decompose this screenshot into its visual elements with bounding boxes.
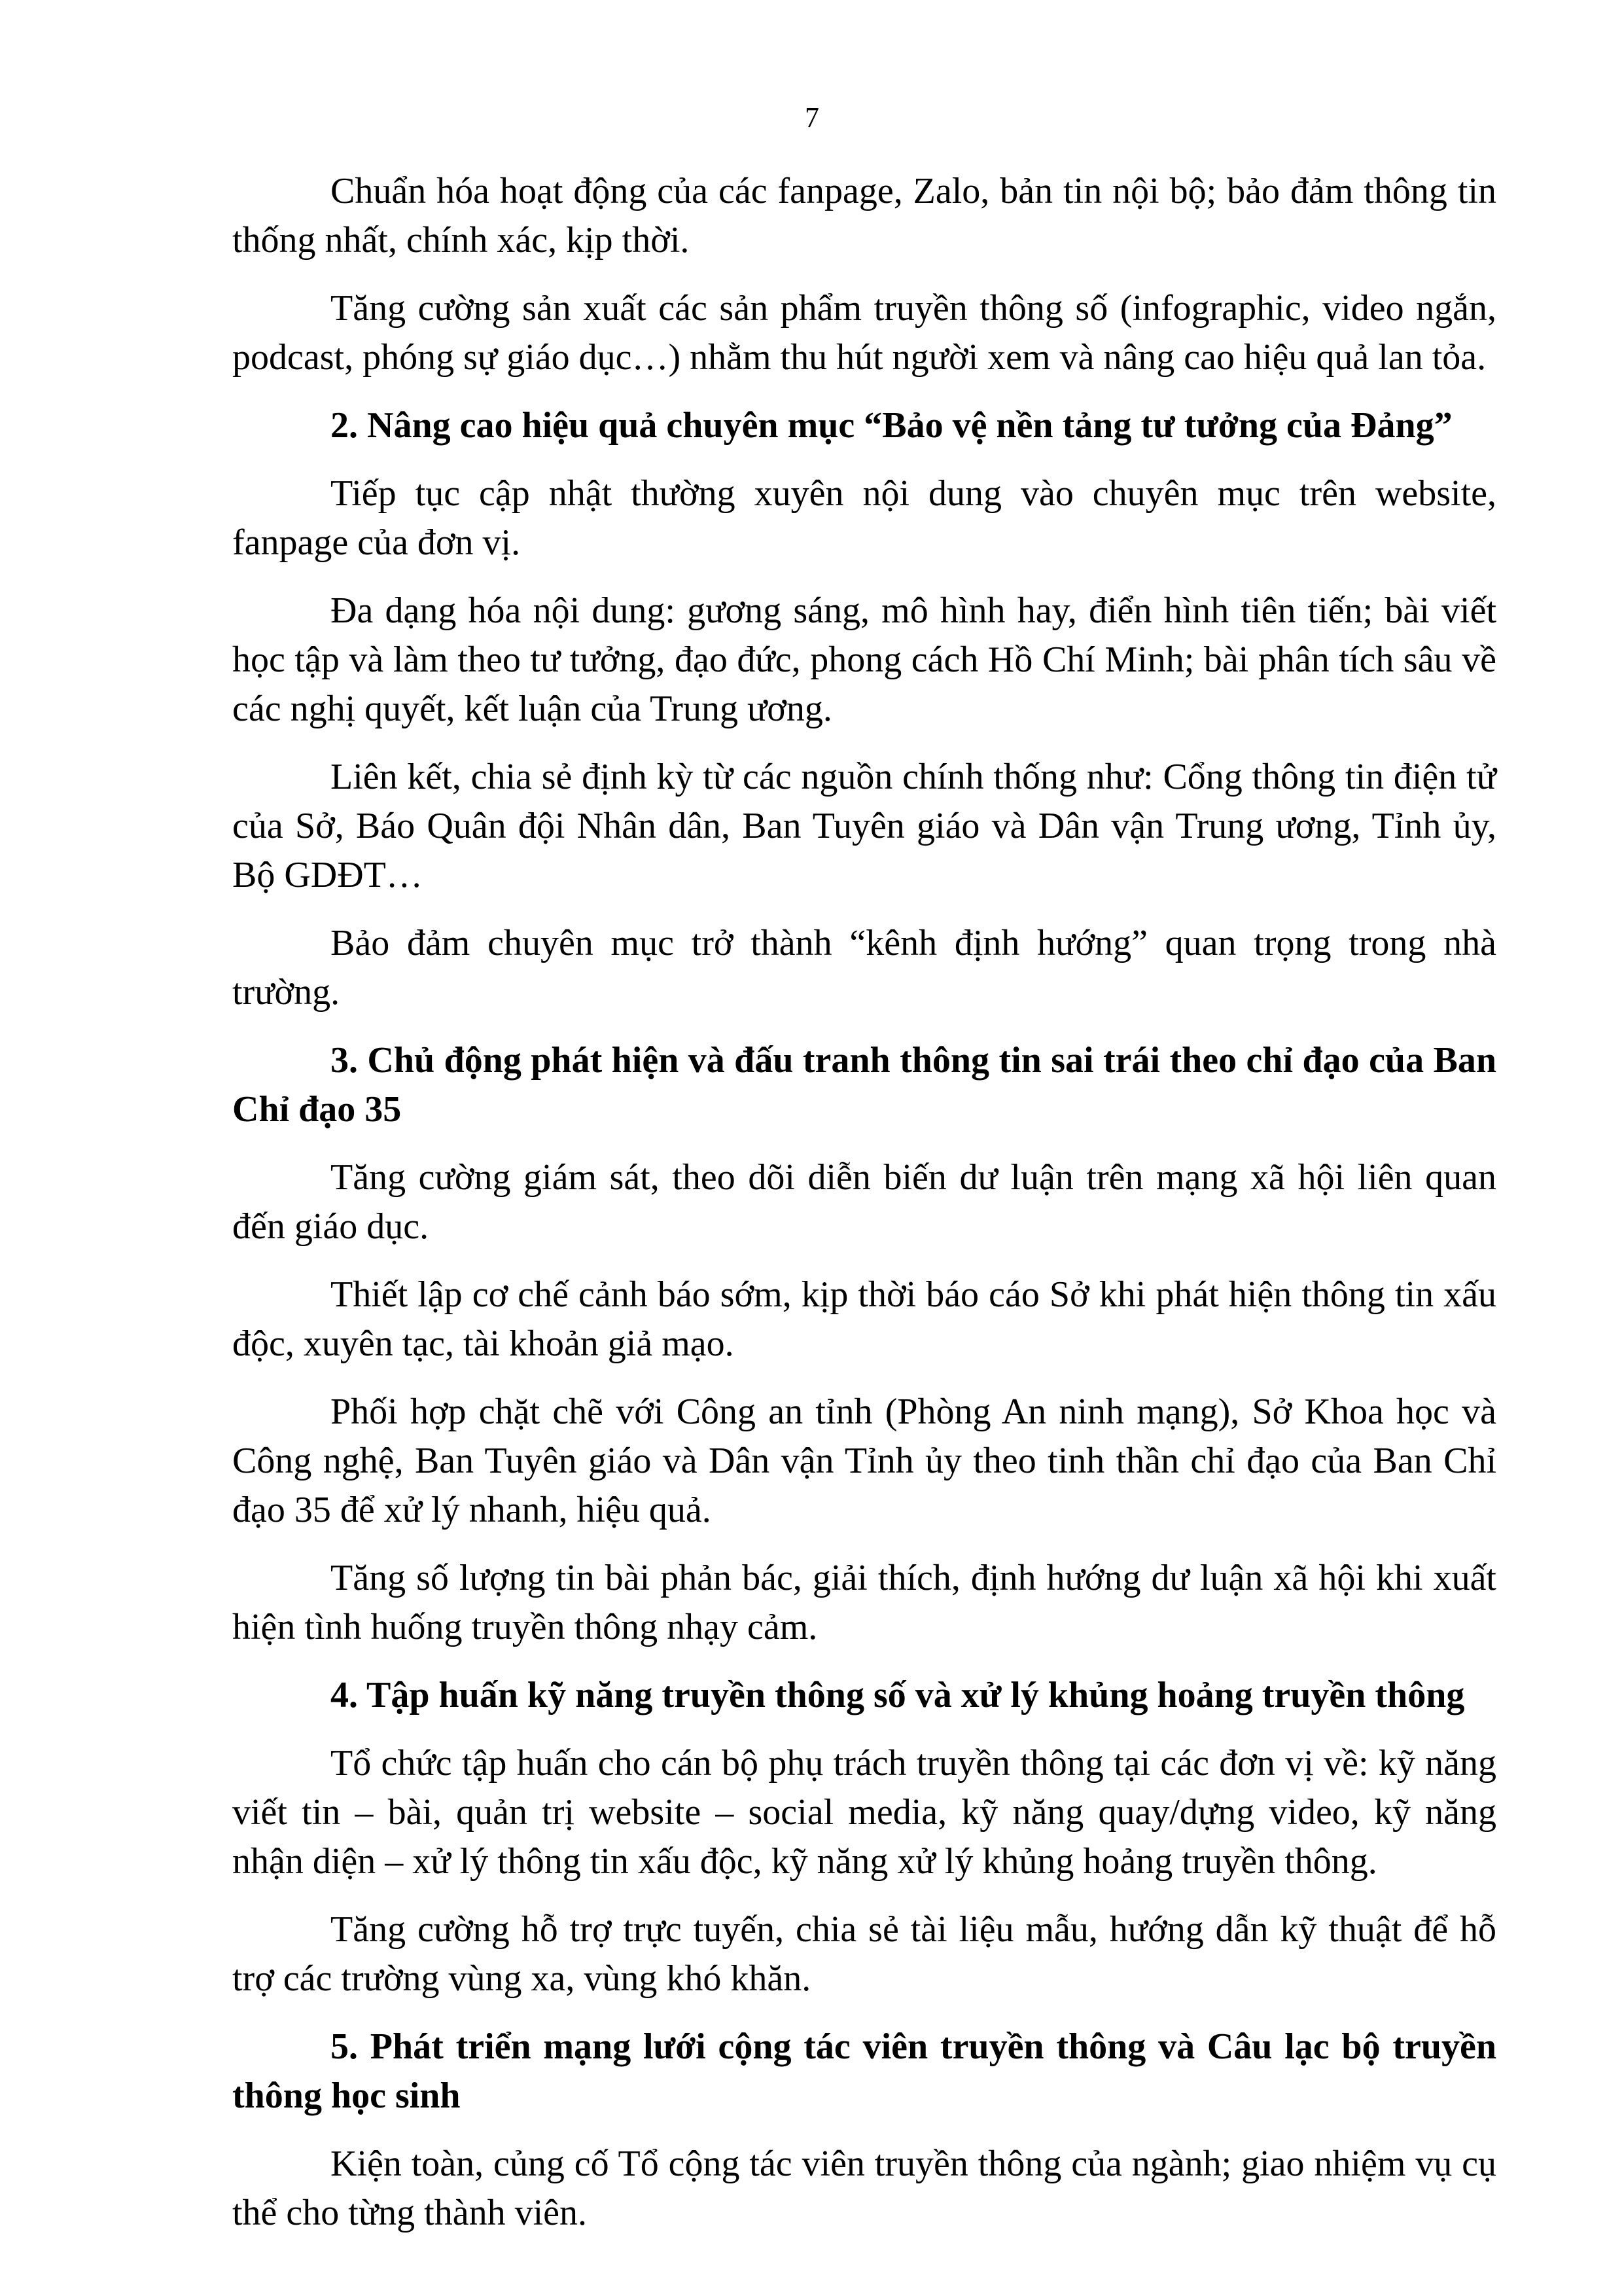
paragraph: Tăng cường giám sát, theo dõi diễn biến dư luận trên mạng xã hội liên quan đến giáo dục.	[232, 1157, 1496, 1247]
section-heading: 3. Chủ động phát hiện và đấu tranh thông tin sai trái theo chỉ đạo của Ban Chỉ đạo 35	[232, 1040, 1496, 1130]
page-number: 7	[805, 101, 819, 134]
paragraph: Tiếp tục cập nhật thường xuyên nội dung vào chuyên mục trên website, fanpage của đơn vị.	[232, 473, 1496, 563]
paragraph: Chuẩn hóa hoạt động của các fanpage, Zalo, bản tin nội bộ; bảo đảm thông tin thống nhất, chính xác, kịp thời.	[232, 171, 1496, 260]
paragraph: Đa dạng hóa nội dung: gương sáng, mô hình hay, điển hình tiên tiến; bài viết học tập và làm theo tư tưởng, đạo đức, phong cách Hồ Chí Minh; bài phân tích sâu về các nghị quyết, kết luận của Trung ương.	[232, 590, 1496, 729]
paragraph: Liên kết, chia sẻ định kỳ từ các nguồn chính thống như: Cổng thông tin điện tử của Sở, Báo Quân đội Nhân dân, Ban Tuyên giáo và Dân vận Trung ương, Tỉnh ủy, Bộ GDĐT…	[232, 757, 1496, 895]
section-heading: 4. Tập huấn kỹ năng truyền thông số và xử lý khủng hoảng truyền thông	[330, 1675, 1465, 1715]
paragraph: Bảo đảm chuyên mục trở thành “kênh định hướng” quan trọng trong nhà trường.	[232, 923, 1496, 1013]
page-body	[232, 167, 1496, 2257]
paragraph: Tăng cường sản xuất các sản phẩm truyền thông số (infographic, video ngắn, podcast, phóng sự giáo dục…) nhằm thu hút người xem và nâng cao hiệu quả lan tỏa.	[232, 288, 1496, 378]
paragraph: Tăng số lượng tin bài phản bác, giải thích, định hướng dư luận xã hội khi xuất hiện tình huống truyền thông nhạy cảm.	[232, 1558, 1496, 1647]
paragraph: Tăng cường hỗ trợ trực tuyến, chia sẻ tài liệu mẫu, hướng dẫn kỹ thuật để hỗ trợ các trường vùng xa, vùng khó khăn.	[232, 1909, 1496, 1999]
section-heading: 5. Phát triển mạng lưới cộng tác viên truyền thông và Câu lạc bộ truyền thông học sinh	[232, 2026, 1496, 2116]
paragraph: Tổ chức tập huấn cho cán bộ phụ trách truyền thông tại các đơn vị về: kỹ năng viết tin – bài, quản trị website – social media, kỹ năng quay/dựng video, kỹ năng nhận diện – xử lý thông tin xấu độc, kỹ năng xử lý khủng hoảng truyền thông.	[232, 1743, 1496, 1882]
section-heading: 2. Nâng cao hiệu quả chuyên mục “Bảo vệ nền tảng tư tưởng của Đảng”	[330, 405, 1453, 446]
paragraph: Thiết lập cơ chế cảnh báo sớm, kịp thời báo cáo Sở khi phát hiện thông tin xấu độc, xuyên tạc, tài khoản giả mạo.	[232, 1274, 1496, 1364]
paragraph: Kiện toàn, củng cố Tổ cộng tác viên truyền thông của ngành; giao nhiệm vụ cụ thể cho từng thành viên.	[232, 2144, 1496, 2233]
paragraph: Phối hợp chặt chẽ với Công an tỉnh (Phòng An ninh mạng), Sở Khoa học và Công nghệ, Ban Tuyên giáo và Dân vận Tỉnh ủy theo tinh thần chỉ đạo của Ban Chỉ đạo 35 để xử lý nhanh, hiệu quả.	[232, 1391, 1496, 1530]
